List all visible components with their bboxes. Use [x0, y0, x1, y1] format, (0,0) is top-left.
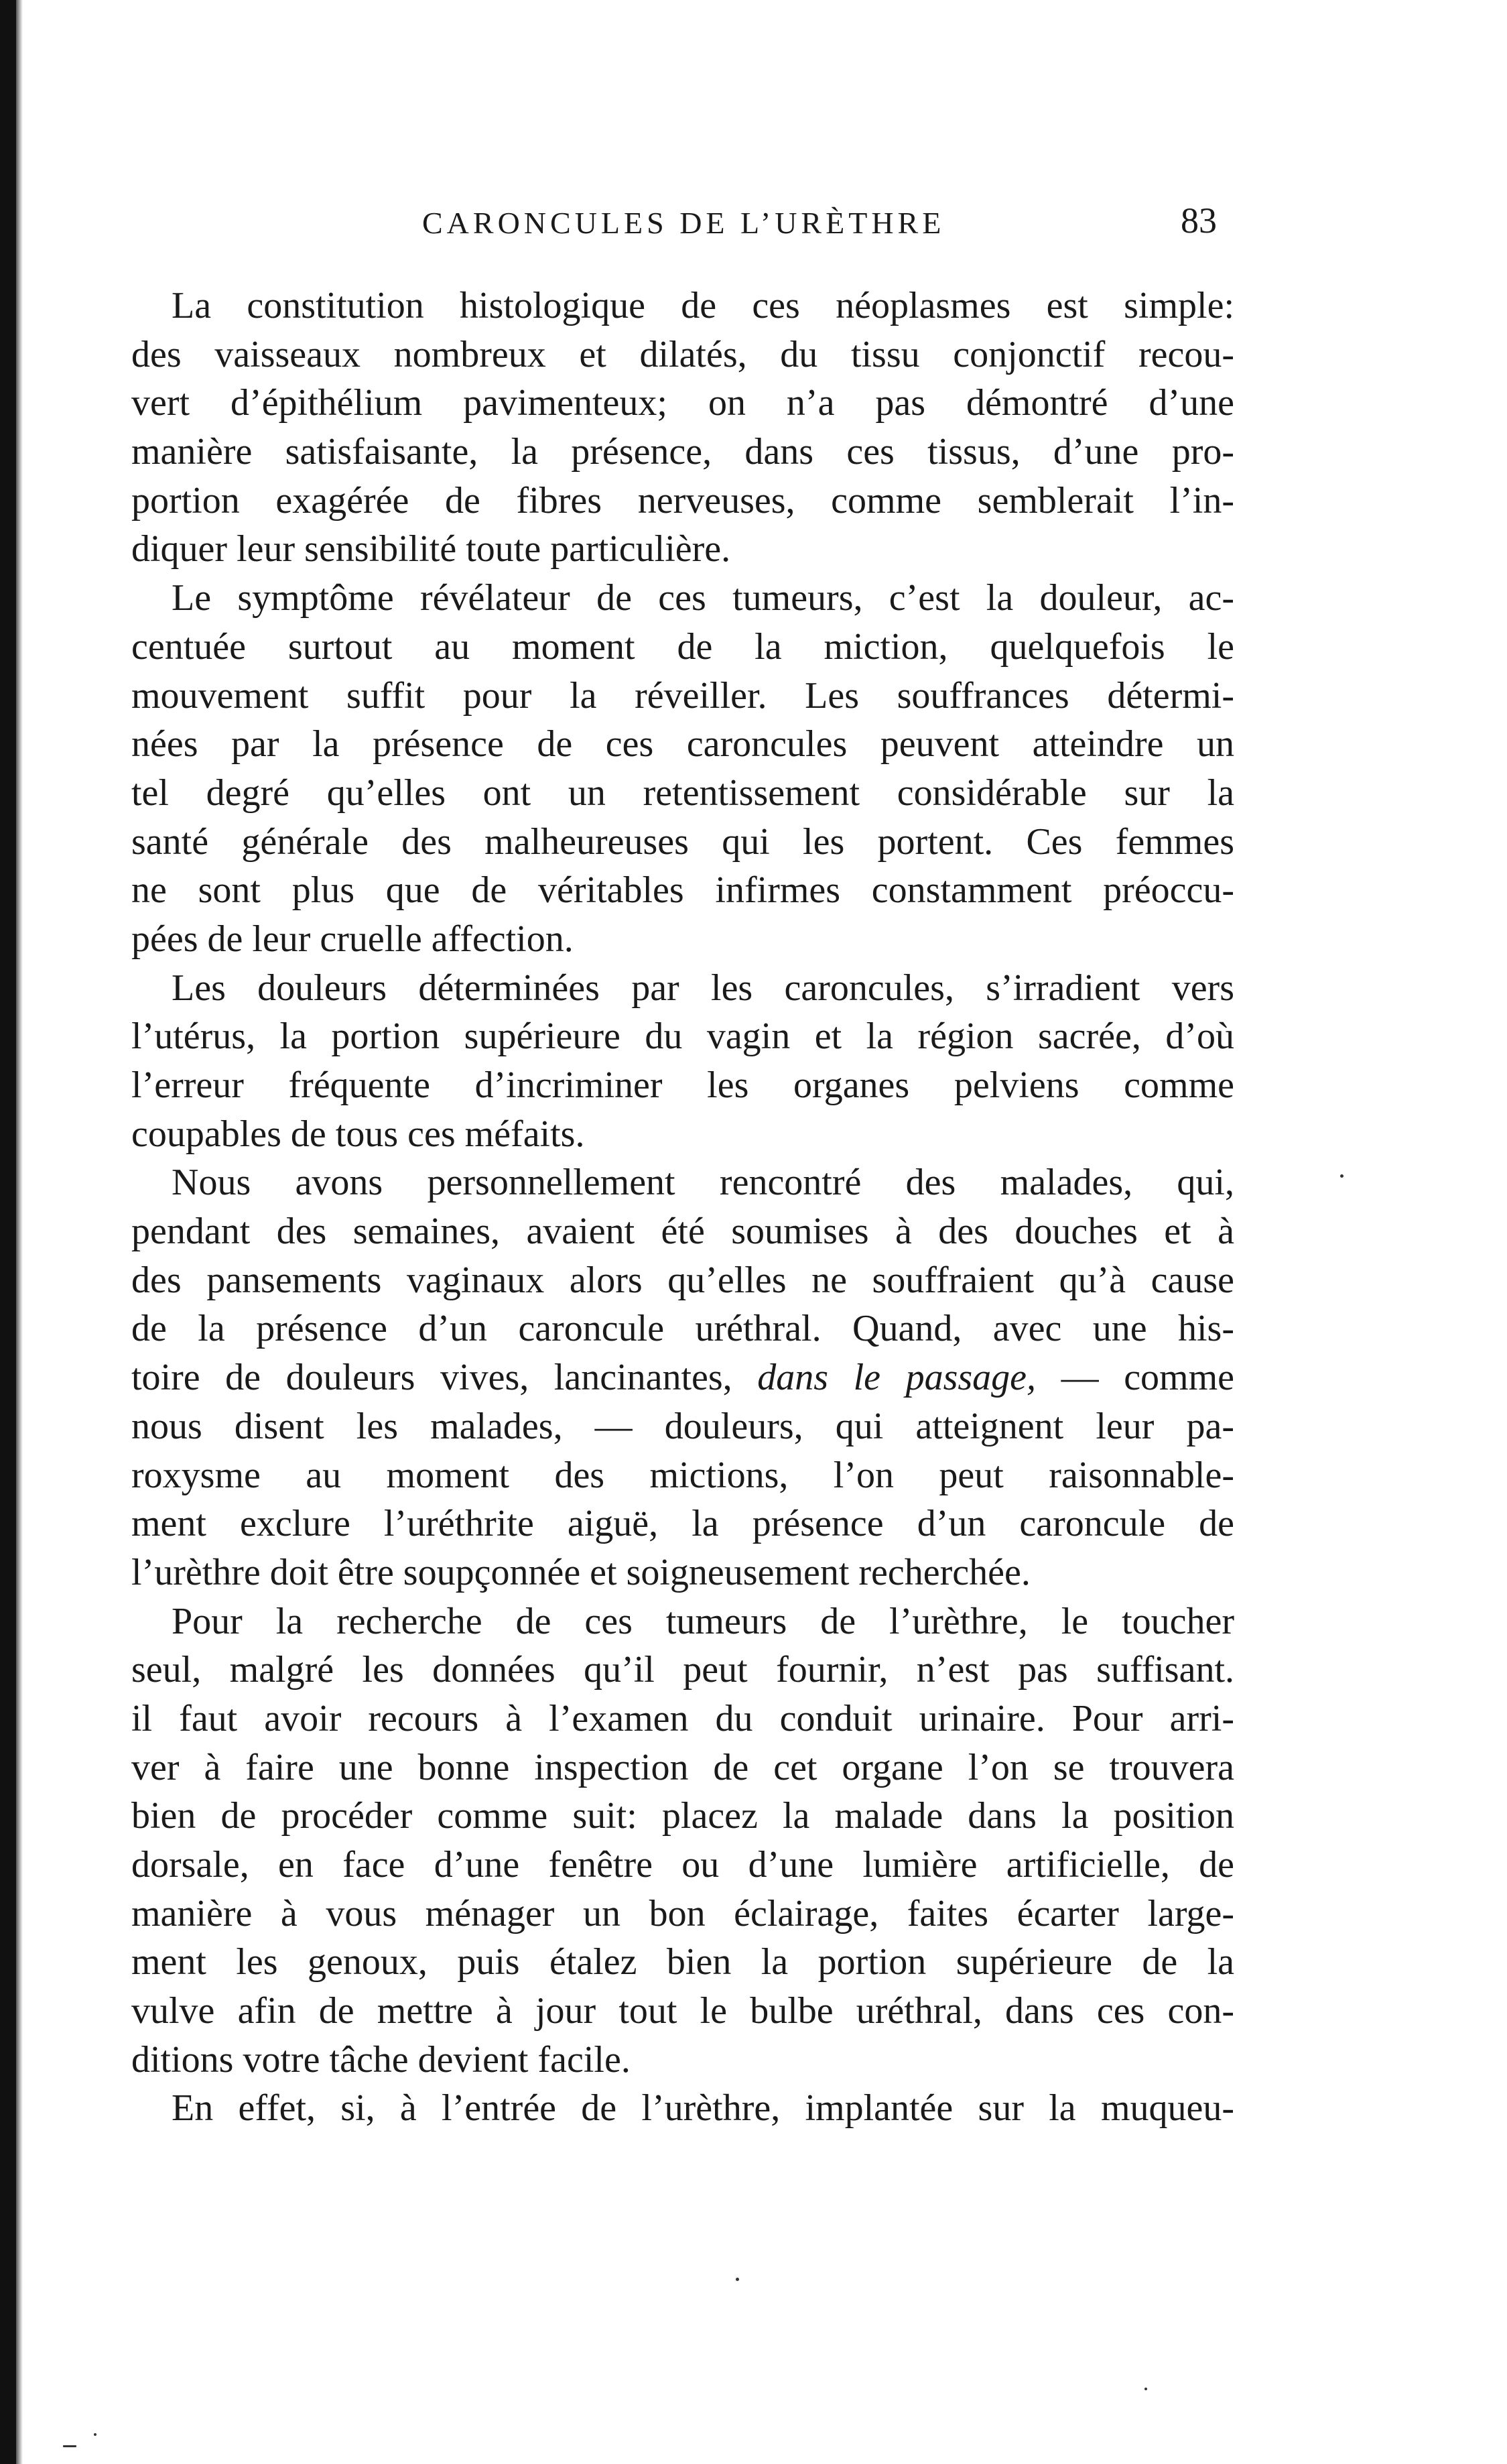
text-line: ditions votre tâche devient facile. [131, 2038, 631, 2081]
text-line: Pour la recherche de ces tumeurs de l’urèthre, le toucher [172, 1600, 1234, 1642]
text-line: tel degré qu’elles ont un retentissement considérable sur la [131, 772, 1234, 814]
text-line: l’utérus, la portion supérieure du vagin et la région sacrée, d’où [131, 1015, 1234, 1058]
text-line: Les douleurs déterminées par les caroncules, s’irradient vers [172, 967, 1234, 1009]
text-line: dorsale, en face d’une fenêtre ou d’une lumière artificielle, de [131, 1844, 1234, 1886]
page-binding-shadow [16, 0, 23, 2464]
text-line: de la présence d’un caroncule uréthral. Quand, avec une his- [131, 1308, 1234, 1350]
scan-speck [736, 2278, 739, 2281]
text-line: vulve afin de mettre à jour tout le bulbe uréthral, dans ces con- [131, 1990, 1234, 2032]
text-line: ment exclure l’uréthrite aiguë, la présence d’un caroncule de [131, 1503, 1234, 1545]
scan-speck [1340, 1174, 1344, 1178]
text-line: pées de leur cruelle affection. [131, 918, 574, 960]
text-line: diquer leur sensibilité toute particulière. [131, 528, 731, 570]
text-line: des vaisseaux nombreux et dilatés, du tissu conjonctif recou- [131, 333, 1234, 375]
text-line-with-italic [131, 1353, 1234, 1402]
body-text [131, 282, 1234, 2133]
scan-speck [63, 2445, 76, 2447]
text-line: il faut avoir recours à l’examen du conduit urinaire. Pour arri- [131, 1697, 1234, 1739]
italic-phrase: dans le passage, [757, 1357, 1037, 1399]
text-line: Le symptôme révélateur de ces tumeurs, c’est la douleur, ac- [172, 577, 1234, 619]
text-line: En effet, si, à l’entrée de l’urèthre, implantée sur la muqueu- [172, 2087, 1234, 2130]
text-line: nées par la présence de ces caroncules peuvent atteindre un [131, 723, 1234, 765]
text-line: portion exagérée de fibres nerveuses, comme semblerait l’in- [131, 479, 1234, 521]
text-line: pendant des semaines, avaient été soumises à des douches et à [131, 1211, 1234, 1253]
text-line: ment les genoux, puis étalez bien la portion supérieure de la [131, 1941, 1234, 1983]
text-line: centuée surtout au moment de la miction, quelquefois le [131, 625, 1234, 668]
text-line: seul, malgré les données qu’il peut fournir, n’est pas suffisant. [131, 1649, 1234, 1691]
text-line: ver à faire une bonne inspection de cet organe l’on se trouvera [131, 1746, 1234, 1788]
text-line: mouvement suffit pour la réveiller. Les souffrances détermi- [131, 674, 1234, 717]
text-line: La constitution histologique de ces néoplasmes est simple: [172, 285, 1234, 326]
text-line: des pansements vaginaux alors qu’elles ne souffraient qu’à cause [131, 1259, 1234, 1301]
scan-speck [94, 2433, 96, 2436]
text-line: nous disent les malades, — douleurs, qui atteignent leur pa- [131, 1405, 1234, 1447]
text-line: manière satisfaisante, la présence, dans ces tissus, d’une pro- [131, 431, 1234, 473]
scan-speck [1144, 2388, 1147, 2390]
text-line-start: toire de douleurs vives, lancinantes, [131, 1357, 732, 1399]
page-number: 83 [1181, 200, 1217, 241]
text-line: vert d’épithélium pavimenteux; on n’a pas démontré d’une [131, 382, 1234, 424]
text-line: l’urèthre doit être soupçonnée et soigneusement recherchée. [131, 1551, 1031, 1593]
text-line: ne sont plus que de véritables infirmes constamment préoccu- [131, 869, 1234, 912]
text-line: coupables de tous ces méfaits. [131, 1113, 585, 1155]
text-line: l’erreur fréquente d’incriminer les organes pelviens comme [131, 1064, 1234, 1106]
text-line: santé générale des malheureuses qui les portent. Ces femmes [131, 820, 1234, 863]
page-binding-edge [0, 0, 16, 2464]
text-line: bien de procéder comme suit: placez la malade dans la position [131, 1795, 1234, 1837]
text-line: roxysme au moment des mictions, l’on peut raisonnable- [131, 1454, 1234, 1496]
text-line-end: — comme [1061, 1357, 1235, 1399]
text-line: Nous avons personnellement rencontré des malades, qui, [172, 1162, 1234, 1204]
running-title: CARONCULES DE L’URÈTHRE [422, 206, 945, 240]
text-line: manière à vous ménager un bon éclairage, faites écarter large- [131, 1892, 1234, 1934]
